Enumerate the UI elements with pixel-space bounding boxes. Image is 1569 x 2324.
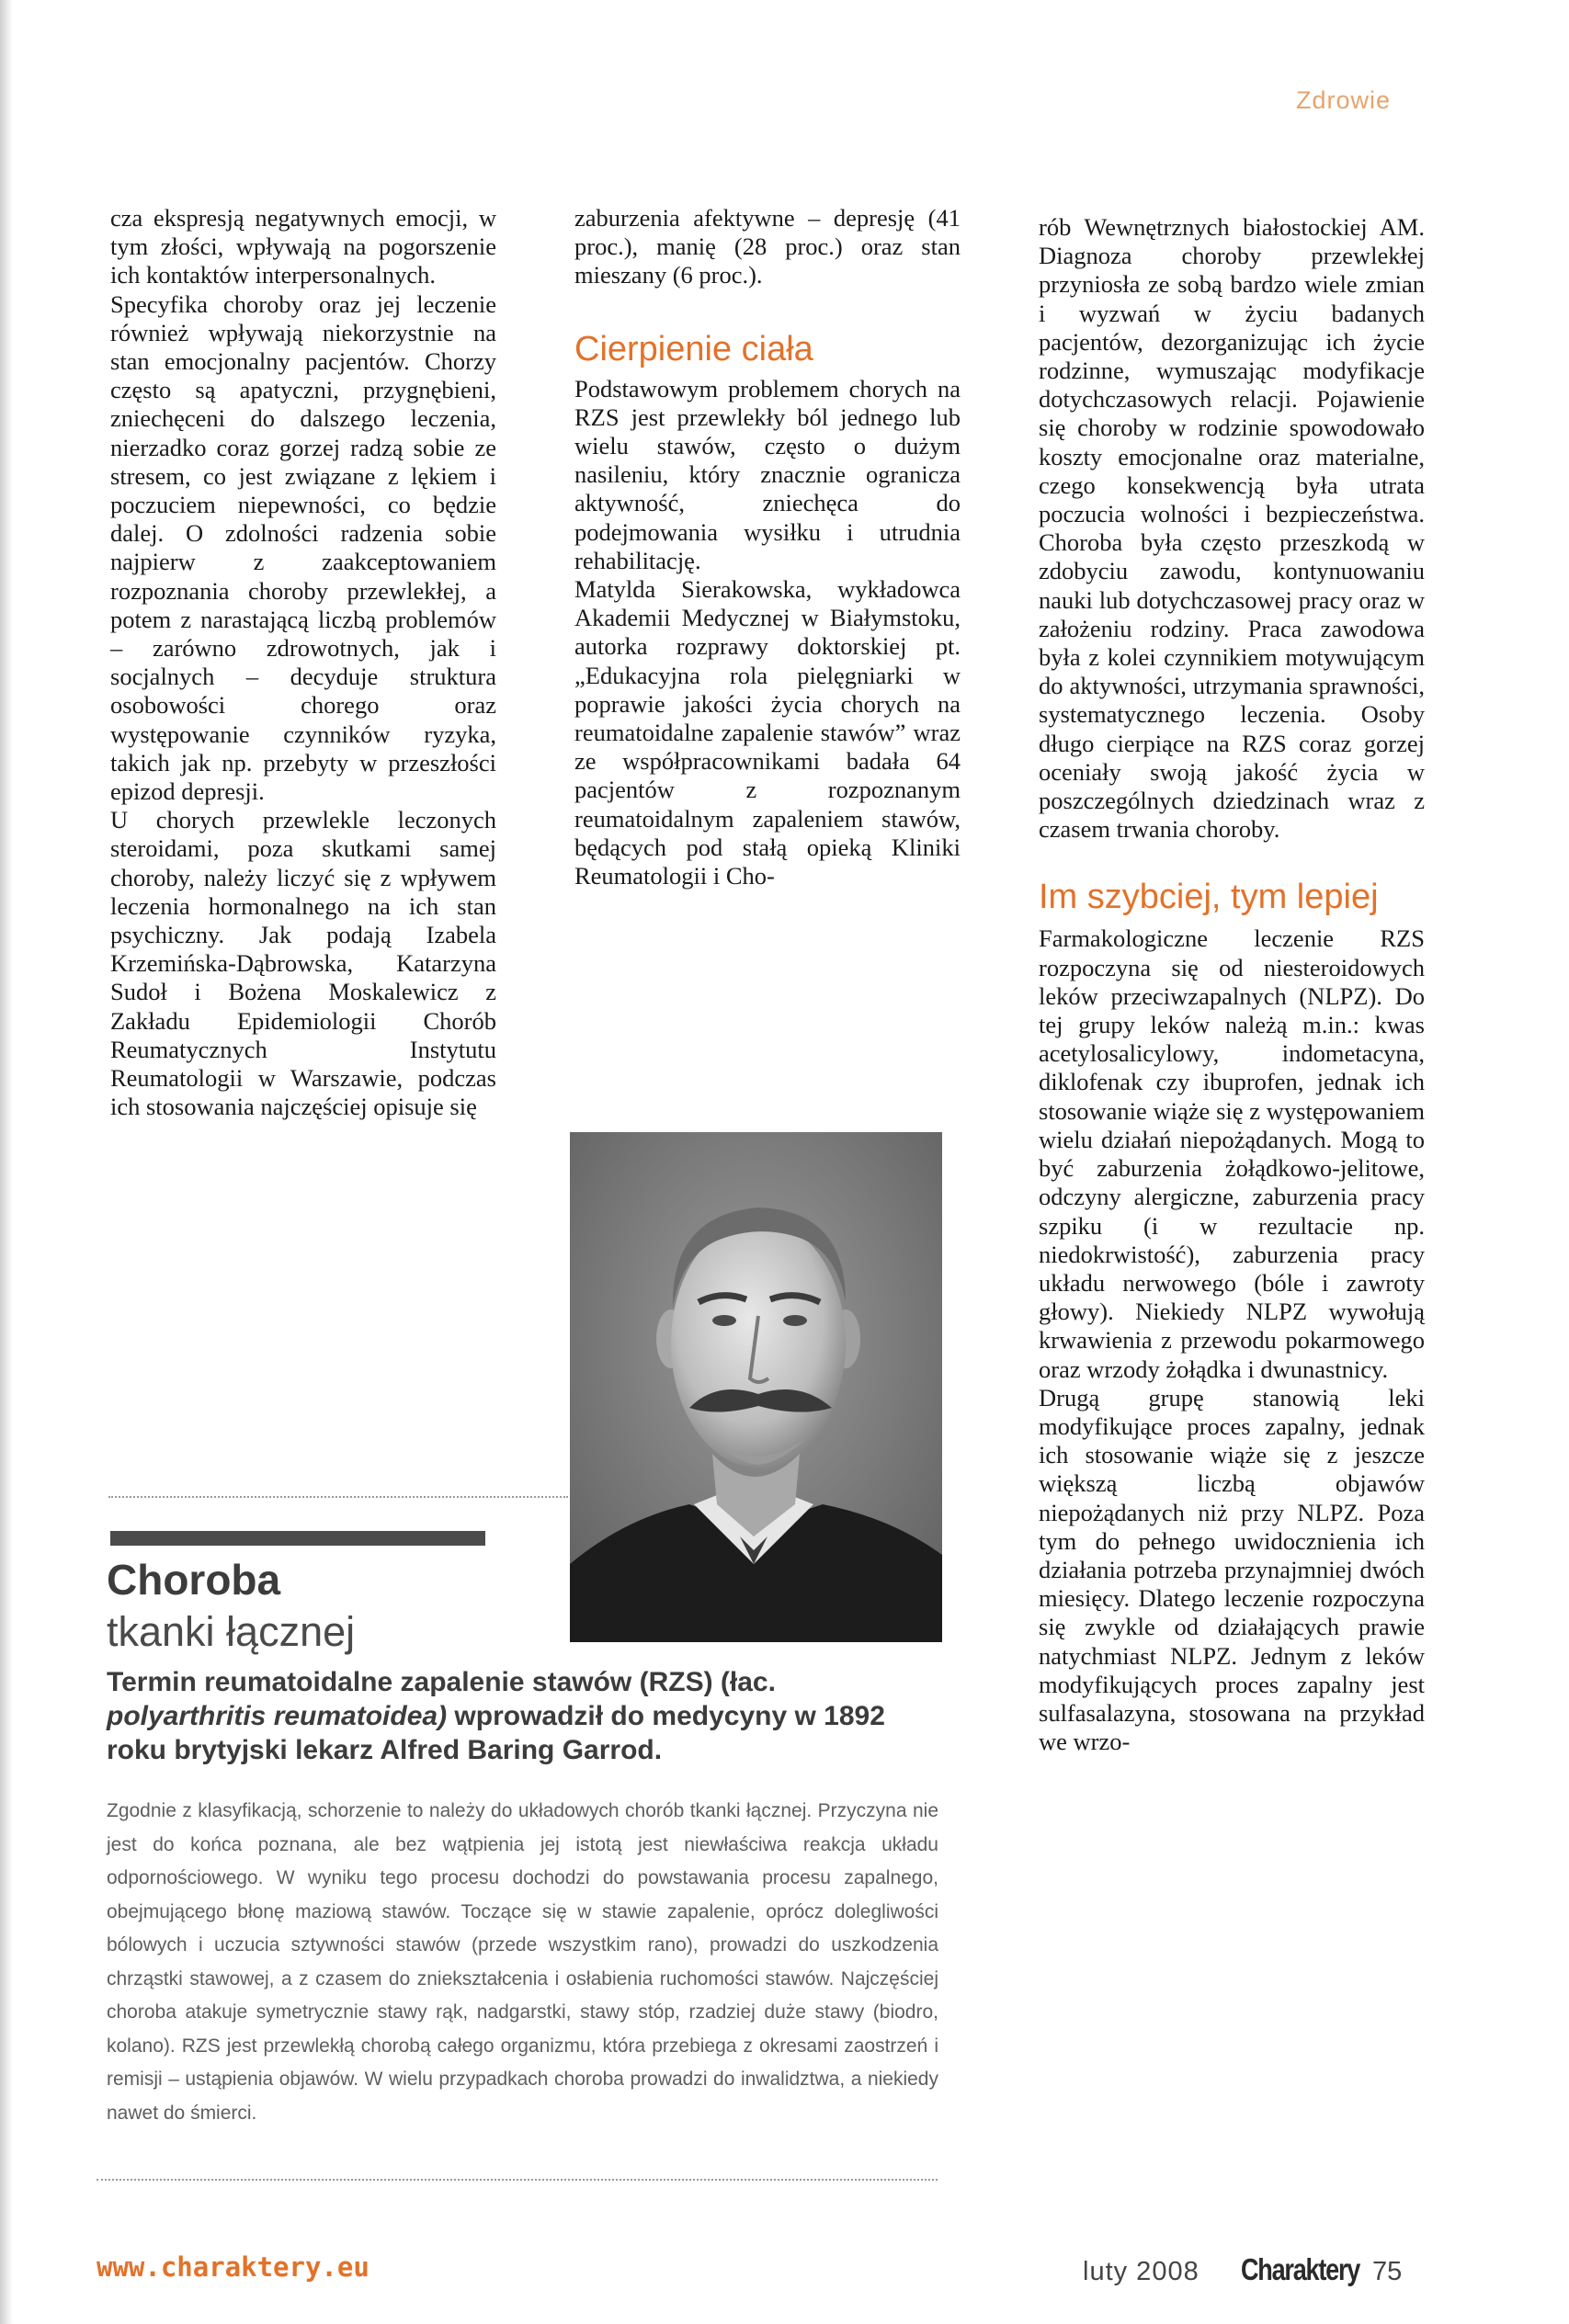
portrait-illustration bbox=[570, 1132, 942, 1642]
section-label: Zdrowie bbox=[1296, 86, 1392, 114]
paragraph: Podstawowym problemem chorych na RZS jest przewlekły ból jednego lub wielu stawów, często o dużym nasileniu, który znacznie ogranicza aktywność, zniechęca do podejmowania wysiłku i utrudnia rehabilitację. bbox=[574, 374, 961, 574]
box-lead-latin: polyarthritis reumatoidea) bbox=[107, 1701, 448, 1731]
article-column-2 bbox=[574, 204, 961, 890]
paragraph: Drugą grupę stanowią leki modyfikujące proces zapalny, jednak ich stosowanie wiąże się z jeszcze większą liczbą objawów niepożądanych niż przy NLPZ. Poza tym do pełnego uwidocznienia ich działania potrzeba przynajmniej dwóch miesięcy. Dlatego leczenie rozpoczyna się zwykle od działających prawie natychmiast NLPZ. Jednym z leków modyfikujących proces zapalny jest sulfasalazyna, stosowana na przykład we wrzo- bbox=[1039, 1383, 1425, 1756]
paragraph: Matylda Sierakowska, wykładowca Akademii Medycznej w Białymstoku, autorka rozprawy doktorskiej pt. „Edukacyjna rola pielęgniarki w poprawie jakości życia chorych na reumatoidalne zapalenie stawów” wraz ze współpracownikami badała 64 pacjentów z rozpoznanym reumatoidalnym zapaleniem stawów, będących pod stałą opieką Kliniki Reumatologii i Cho- bbox=[574, 575, 961, 890]
box-lead bbox=[107, 1665, 915, 1767]
box-lead-text: wprowadził do medycyny w 1892 roku brytyjski lekarz Alfred Baring Garrod. bbox=[107, 1701, 885, 1765]
section-heading-im-szybciej: Im szybciej, tym lepiej bbox=[1039, 878, 1379, 917]
article-column-1 bbox=[110, 204, 496, 1122]
footer-page-number: 75 bbox=[1372, 2257, 1403, 2286]
box-title-bar bbox=[110, 1531, 485, 1546]
paragraph: Specyfika choroby oraz jej leczenie również wpływają niekorzystnie na stan emocjonalny pacjentów. Chorzy często są apatyczni, przygnębieni, zniechęceni do dalszego leczenia, nierzadko coraz gorzej radzą sobie ze stresem, co jest związane z lękiem i poczuciem niepewności, co będzie dalej. O zdolności radzenia sobie najpierw z zaakceptowaniem rozpoznania choroby przewlekłej, a potem z narastającą liczbą problemów – zarówno zdrowotnych, jak i socjalnych – decyduje struktura osobowości chorego oraz występowanie czynników ryzyka, takich jak np. przebyty w przeszłości epizod depresji. bbox=[110, 289, 496, 806]
dotted-divider-top bbox=[108, 1496, 568, 1498]
paragraph: U chorych przewlekle leczonych steroidami, poza skutkami samej choroby, należy liczyć się z wpływem leczenia hormonalnego na ich stan psychiczny. Jak podają Izabela Krzemińska-Dąbrowska, Katarzyna Sudoł i Bożena Moskalewicz z Zakładu Epidemiologii Chorób Reumatycznych Instytutu Reumatologii w Warszawie, podczas ich stosowania najczęściej opisuje się bbox=[110, 806, 496, 1121]
paragraph: cza ekspresją negatywnych emocji, w tym złości, wpływają na pogorszenie ich kontaktów interpersonalnych. bbox=[110, 204, 496, 289]
footer-magazine-name: Charaktery bbox=[1241, 2252, 1360, 2286]
box-title: Choroba bbox=[107, 1556, 281, 1604]
footer-issue-date: luty 2008 bbox=[1083, 2257, 1199, 2286]
box-lead-text: Termin reumatoidalne zapalenie stawów (RZS) (łac. bbox=[107, 1667, 776, 1697]
dotted-divider-bottom bbox=[97, 2179, 938, 2181]
box-body: Zgodnie z klasyfikacją, schorzenie to należy do układowych chorób tkanki łącznej. Przyczyna nie jest do końca poznana, ale bez wątpienia jej istotą jest niewłaściwa reakcja układu odpornościowego. W wyniku tego procesu dochodzi do powstawania procesu zapalnego, obejmującego błonę maziową stawów. Toczące się w stawie zapalenie, oprócz dolegliwości bólowych i uczucia sztywności stawów (przede wszystkim rano), prowadzi do uszkodzenia chrząstki stawowej, a z czasem do zniekształcenia i osłabienia ruchomości stawów. Najczęściej choroba atakuje symetrycznie stawy rąk, nadgarstki, stawy stóp, rzadziej duże stawy (biodro, kolano). RZS jest przewlekłą chorobą całego organizmu, która przebiega z okresami zaostrzeń i remisji – ustąpienia objawów. W wielu przypadkach choroba prowadzi do inwalidztwa, a niekiedy nawet do śmierci. bbox=[107, 1800, 938, 2124]
box-subtitle: tkanki łącznej bbox=[107, 1608, 356, 1655]
paragraph: Farmakologiczne leczenie RZS rozpoczyna się od niesteroidowych leków przeciwzapalnych (NLPZ). Do tej grupy leków należą m.in.: kwas acetylosalicylowy, indometacyna, diklofenak czy ibuprofen, jednak ich stosowanie wiąże się z występowaniem wielu działań niepożądanych. Mogą to być zaburzenia żołądkowo-jelitowe, odczyny alergiczne, zaburzenia pracy szpiku (i w rezultacie np. niedokrwistość), zaburzenia pracy układu nerwowego (bóle i zawroty głowy). Niekiedy NLPZ wywołują krwawienia z przewodu pokarmowego oraz wrzody żołądka i dwunastnicy. bbox=[1039, 924, 1425, 1383]
footer-website-link[interactable]: www.charaktery.eu bbox=[97, 2251, 370, 2283]
paragraph: zaburzenia afektywne – depresję (41 proc.), manię (28 proc.) oraz stan mieszany (6 proc.). bbox=[574, 204, 961, 289]
article-column-3 bbox=[1039, 213, 1425, 1756]
portrait-photo bbox=[570, 1132, 942, 1642]
page-edge-shadow bbox=[0, 0, 13, 2324]
section-heading-cierpienie: Cierpienie ciała bbox=[574, 329, 813, 368]
paragraph: rób Wewnętrznych białostockiej AM. Diagnoza choroby przewlekłej przyniosła ze sobą bardzo wiele zmian i wyzwań w życiu badanych pacjentów, dezorganizując ich życie rodzinne, wymuszając modyfikacje dotychczasowych relacji. Pojawienie się choroby w rodzinie spowodowało koszty emocjonalne oraz materialne, czego konsekwencją była utrata poczucia wolności i bezpieczeństwa. Choroba była często przeszkodą w zdobyciu zawodu, kontynuowaniu nauki lub dotychczasowej pracy oraz w założeniu rodziny. Praca zawodowa była z kolei czynnikiem motywującym do aktywności, utrzymania sprawności, systematycznego leczenia. Osoby długo cierpiące na RZS coraz gorzej oceniały swoją jakość życia w poszczególnych dziedzinach wraz z czasem trwania choroby. bbox=[1039, 213, 1425, 844]
